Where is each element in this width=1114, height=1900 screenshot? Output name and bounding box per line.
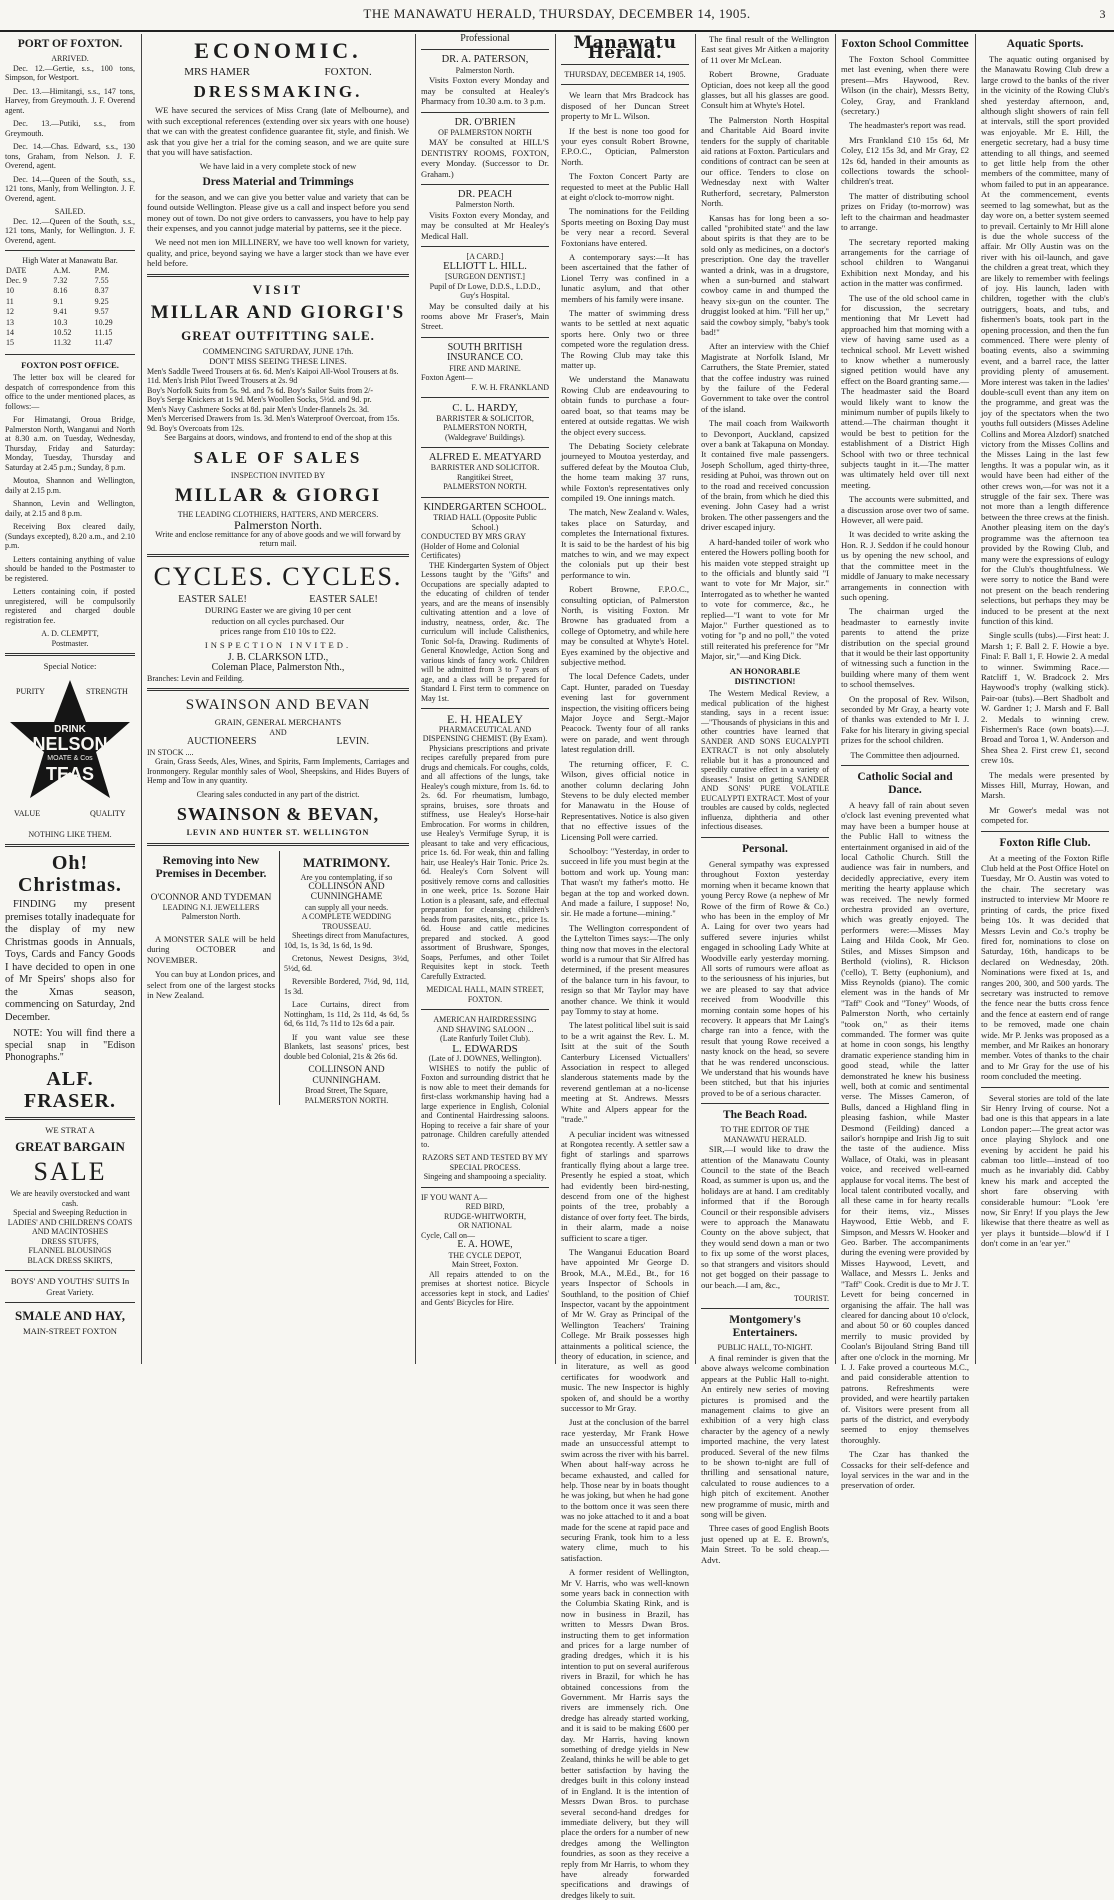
peach-name: DR. PEACH	[457, 189, 513, 201]
news-paragraph: The match, New Zealand v. Wales, takes place on Saturday, and completes the International fixtures. It is said to be the hardest of his big matches to win, and we may expect the colonials put up their best performance to win.	[561, 507, 689, 580]
beach-road-text: SIR,—I would like to draw the attention of the Manawatu County Council to the state of the Beach Road, as summer is upon us, and the holidays are at hand. I am creditably informed that if the Borough Council or their responsible advisers were to approach the Manawatu County on the above subject, that they would send down a man or two to fix up some of the worst places, so that strangers and visitors should not get bogged on their passage to our beach.—I am, &c.,	[701, 1144, 829, 1290]
tide-cell: 13	[6, 317, 14, 327]
tide-cell: 10.29	[94, 317, 113, 327]
oconnor-ad	[147, 851, 280, 1106]
sailed-entry: Dec. 12.—Queen of the South, s.s., 121 tons, Manly, for Wellington. J. F. Overend, agent.	[5, 216, 135, 245]
committee-paragraph: The matter of distributing school prizes on Friday (to-morrow) was left to the chairman and headmaster to arrange.	[841, 190, 969, 233]
or-national: OR NATIONAL	[458, 1221, 512, 1231]
healey-chemist: PHARMACEUTICAL AND DISPENSING CHEMIST. (By Exam).	[422, 724, 548, 744]
tide-row	[5, 338, 135, 348]
page-number: 3	[1099, 7, 1106, 21]
rifle-club-text: At a meeting of the Foxton Rifle Club held at the Post Office Hotel on Tuesday, Mr O. Austin was voted to the chair. The secretary was instructed to interview Mr Moore re printing of cards, the price fixed being 10s. It was decided that Messrs Levin and Co.'s trophy be fired for, nominations to close on Saturday, 16th, handicaps to be declared on Wednesday, 20th. Nominations were fixed at 1s, and ranges 200, 300, and 500 yards. The secretary was instructed to remove the fence near the butts cross fence and the fence at eastern end of range to be removed, made one chain wide. Mr P. Jenks was proposed as a member, and Mr Raikes an honorary member. Votes of thanks to the chair and to Mr Gray for the use of his room concluded the meeting.	[981, 852, 1109, 1082]
nothing-like-them: NOTHING LIKE THEM.	[28, 829, 112, 839]
news-paragraph: The final result of the Wellington East seat gives Mr Aitken a majority of 11 over Mr McLean.	[701, 34, 829, 65]
personal-text: General sympathy was expressed throughout Foxton yesterday morning when it became known that young Percy Rowe (a nephew of Mr Rowe of the firm of Rowe & Co.) who has been in the employ of Mr A. Laing for over two years had suffered severe injuries whilst engaged in schooling Lady White at Woodville early yesterday morning. All sorts of rumours were afloat as to the seriousness of his injuries, but we are pleased to say that advice received from Woodville this morning contain some hopes of his recovery. It appears that Mr Laing's charge ran into a fence, with the result that young Rowe received a nasty knock on the head, so severe that he was rendered unconscious. We understand that his wounds have been stitched, but that his injuries proved to be of a serious character.	[701, 858, 829, 1098]
column-editorial	[556, 33, 694, 1900]
tide-head: A.M.	[53, 265, 71, 275]
dressmaking-heading: DRESSMAKING.	[193, 82, 363, 102]
paper-masthead: Manawatu Herald.	[573, 33, 677, 64]
price-line: Men's Saddle Tweed Trousers at 6s. 6d. Men's Kaipoi All-Wool Trousers at 8s. 11d. Men's Irish Pilot Tweed Trousers at 2s. 9d	[147, 366, 399, 385]
howe-address: Main Street, Foxton.	[451, 1260, 519, 1270]
we-strata: WE STRAT A	[45, 1125, 95, 1136]
tide-cell: 9.41	[53, 307, 68, 317]
tide-cell: 11.32	[53, 338, 72, 348]
tide-cell: 7.55	[94, 275, 109, 285]
prices-range: prices range from £10 10s to £22.	[220, 626, 336, 637]
news-paragraph: Just at the conclusion of the barrel race yesterday, Mr Frank Howe made an unsuccessful attempt to swim across the river with his barrel. When about half-way across he became exhausted, and called for help. Those near by in boats thought he was joking, but when he had gone to the bottom once it was seen there was no joke attached to it and a boat made for the scene at rapid pace and securing Frank, took him to a less watery clime, much to his satisfaction.	[561, 1417, 689, 1563]
consulted-daily: May be consulted daily at his rooms above Mr Fraser's, Main Street.	[421, 300, 549, 332]
tide-cell: 12	[6, 307, 14, 317]
catholic-heading: Catholic Social and Dance.	[857, 771, 953, 796]
inspection-invited: INSPECTION INVITED.	[204, 639, 352, 650]
public-hall-tonight: PUBLIC HALL, TO-NIGHT.	[717, 1343, 813, 1353]
tide-cell: 10.3	[53, 317, 68, 327]
honorable-distinction: AN HONORABLE DISTINCTION!	[729, 665, 801, 686]
boys-suits: BOYS' AND YOUTHS' SUITS In Great Variety.	[10, 1276, 130, 1297]
news-paragraph: Robert Browne, F.P.O.C., consulting optician, of Palmerston North, is visiting Foxton. Mr Browne has graduated from a college of Optometry, and while here may be consulted at Whyte's Hotel. Eyes examined by the objective and subjective method.	[561, 584, 689, 668]
committee-paragraph: It was decided to write asking the Hon. R. J. Seddon if he could honour us by opening the new school, and that the committee meet in the middle of January to make necessary arrangements in connection with such opening.	[841, 529, 969, 602]
great-outfitting-sale: GREAT OUTFITTING SALE.	[181, 327, 375, 343]
tide-cell: 8.16	[53, 286, 68, 296]
post-office-notices	[5, 373, 135, 625]
news-paragraph: If the best is none too good for your eyes consult Robert Browne, F.P.O.C., Optician, Palmerston North.	[561, 125, 689, 167]
honorable-text: The Western Medical Review, a medical publication of the highest standing, says in a recent issue:—"Thousands of physicians in this and other countries have learned that SANDER AND SONS EUCALYPTI EXTRACT is not only absolutely reliable but it has a pronounced and speedily curative effect in a variety of diseases." Insist on getting SANDER AND SONS' PURE VOLATILE EUCALYPTI EXTRACT. Most of your troubles are caused by colds, neglected influenza, diphtheria and other infectious diseases.	[701, 689, 829, 832]
committee-paragraph: Mrs Frankland £10 15s 6d, Mr Coley, £12 15s 3d, and Mr Gray, £2 12s 6d, handed in their amounts as collections towards the school-children's treat.	[841, 134, 969, 187]
sale-item: DRESS STUFFS,	[41, 1236, 99, 1246]
czar-text: The Czar has thanked the Cossacks for their self-defence and loyal services in the war and in the preservation of order.	[841, 1449, 969, 1491]
tide-cell: 9.57	[94, 307, 109, 317]
collinson-cunninghame: COLLINSON AND CUNNINGHAME	[308, 882, 385, 903]
column-school	[836, 34, 974, 1491]
clarkson-name: J. B. CLARKSON LTD.,	[227, 651, 329, 663]
news-paragraph: The matter of swimming dress wants to be settled at next aquatic sports here. Only two or three competed wore the regulation dress. The Rowing Club may take this matter up.	[561, 308, 689, 371]
palmerston-north: Palmerston North.	[234, 517, 322, 532]
clearing-sales: Clearing sales conducted in any part of the district.	[196, 789, 360, 799]
millinery-text: We need not men ion MILLINERY, we have too well known for variety, quality, and price, beyond saying we have a larger stock than we have ever held before.	[147, 237, 409, 269]
news-paragraph: The Palmerston North Hospital and Charitable Aid Board invite tenders for the supply of charitable aid rations at Foxton. Particulars and conditions of contract can be seen at our office. Tenders to close on Wednesday next with Walter Rutherford, secretary, Palmerston North.	[701, 114, 829, 209]
tide-row	[5, 286, 135, 296]
millar-giorgi-bottom: MILLAR & GIORGI	[174, 485, 382, 506]
healey-name: E. H. HEALEY	[447, 712, 523, 727]
boots-advt: Three cases of good English Boots just opened up at E. E. Brown's, Main Street. To be sold cheap.—Advt.	[701, 1523, 829, 1565]
edwards-name: L. EDWARDS	[452, 1042, 518, 1055]
to-editor: TO THE EDITOR OF THE MANAWATU HERALD.	[720, 1125, 810, 1144]
paterson-address: Palmerston North.	[455, 65, 515, 75]
tide-row	[5, 297, 135, 307]
wedding-item: Lace Curtains, direct from Nottingham, 1s 11d, 2s 11d, 4s 6d, 5s 6d, 6s 11d, 7s 11d to 12s 6d a pair.	[284, 1000, 409, 1029]
price-line: Boy's Serge Knickers at 1s 9d. Men's Woollen Socks, 5½d. and 9d. pr.	[147, 395, 372, 404]
meatyard-name: ALFRED E. MEATYARD	[428, 452, 542, 464]
price-lines	[147, 367, 409, 434]
post-notice: For Himatangi, Oroua Bridge, Palmerston North, Wanganui and North at 8.30 a.m. on Tuesday, Wednesday, Thursday, Friday and Saturday: Monday, Tuesday, Thursday and Saturday at 2.45 p.m.; Sunday, 8 p.m.	[5, 415, 135, 472]
post-notice: Moutoa, Shannon and Wellington, daily at 2.15 p.m.	[5, 476, 135, 495]
sale-item: FLANNEL BLOUSINGS	[28, 1246, 112, 1256]
tide-cell: 9.1	[53, 296, 64, 306]
news-paragraph: A former resident of Wellington, Mr V. Harris, who was well-known some years back in connection with the Columbia Skating Rink, and is now in business in Brazil, has written to Messrs Dwan Bros. instructing them to get information and prices for a large number of grading dredges, which it is his intention to put on several auriferous rivers in Brazil, for which he has obtained concessions from the Government. Mr Harris says the rivers are immensely rich. One dredge has already started working, and it is said to be making £600 per day. Mr Harris, having known something of dredge yields in New Zealand, thinks he will be able to get better satisfaction by having the dredges built in this colony instead of in England. It is the intention of Messrs Dwan Bros. to purchase several second-hand dredges for immediate delivery, but they will place the orders for a number of new dredges among the Wellington foundries, as soon as they receive a reply from Mr Harris, to whom they have already forwarded specifications and drawings of dredges likely to suit.	[561, 1567, 689, 1900]
tide-cell: 7.32	[53, 275, 68, 285]
clarkson-branches: Branches: Levin and Feilding.	[147, 673, 244, 683]
tide-cell: 10.52	[53, 327, 72, 337]
arrival-entry: Dec. 13.—Putiki, s.s., from Greymouth.	[5, 119, 135, 138]
peach-text: Visits Foxton every Monday, and may be consulted at Mr Healey's Medical Hall.	[421, 209, 549, 241]
tide-cell: 11	[6, 296, 14, 306]
rifle-club-heading: Foxton Rifle Club.	[999, 836, 1091, 849]
pupil-of: Pupil of Dr Lowe, D.D.S., L.D.D., Guy's Hospital.	[429, 281, 541, 301]
news-paragraph: A peculiar incident was witnessed at Rongotea recently. A settler saw a fight of starlings and sparrows frantically flying about a large tree. Presently he espied a stoat, which had evidently been bird-nesting, descend from one of the highest points of the tree, probably a distance of over forty feet. The birds, in their alarm, made a noise sufficient to scare a tiger.	[561, 1128, 689, 1243]
column-shipping	[0, 34, 140, 1364]
column-professional	[416, 34, 554, 1364]
nelson-tea-star-logo	[6, 676, 134, 826]
obrien-address: OF PALMERSTON NORTH	[438, 127, 532, 137]
news-paragraph: The latest political libel suit is said to be a writ against the Rev. L. M. Isitt at the suit of the South Canterbury Licensed Victuallers' Association in respect to alleged slanderous statements made by the reverend gentleman at a no-license meeting at St. Andrews. Messrs White and Alpers appear for the "trade."	[561, 1020, 689, 1125]
post-notice: Receiving Box cleared daily, (Sundays excepted), 8.20 a.m., and 2.10 p.m.	[5, 522, 135, 551]
news-paragraph: The Wellington correspondent of the Lyttelton Times says:—The only thing now that moves in the electoral world is a rumour that Sir Alfred has determined, if the present measures of the balance turn in his favour, to resign so that Mr Taylor may have another chance. We think it would pay Tommy to stay at home.	[561, 922, 689, 1017]
rangitikei: Rangitikei Street,	[457, 472, 513, 482]
column-sports	[976, 34, 1114, 1364]
committee-paragraph: The headmaster's report was read.	[849, 120, 966, 131]
hardy-barrister: BARRISTER & SOLICITOR,	[436, 413, 534, 423]
easter-sale-right: EASTER SALE!	[309, 593, 378, 605]
news-paragraph: The returning officer, F. C. Wilson, gives official notice in another column declaring John Stevens to be duly elected member for Manawatu in the House of Representatives. Notice is also given that no effective issues of the Licensing Poll were carried.	[561, 758, 689, 842]
hamer-foxton: FOXTON.	[324, 66, 372, 78]
news-paragraph: Robert Browne, Graduate Optician, does not keep all the good glasses, but all his glasses are good. Consult him at Whyte's Hotel.	[701, 69, 829, 111]
committee-paragraph: On the proposal of Rev. Wilson, seconded by Mr Gray, a hearty vote of thanks was extended to Mr I. J. Fake for his literary in giving special prizes for the school children.	[841, 693, 969, 746]
hamer-line	[147, 67, 409, 77]
news-paragraph: A contemporary says:—It has been ascertained that the father of Lionel Terry was confined in a lunatic asylum, and that other members of his family were insane.	[561, 252, 689, 304]
committee-paragraph: The accounts were submitted, and a discussion arose over two of same. However, all were paid.	[841, 494, 969, 526]
tide-cell: 9.25	[94, 296, 109, 306]
tide-cell: 10	[6, 286, 14, 296]
tide-row	[5, 307, 135, 317]
sailed-list	[5, 217, 135, 246]
kindergarten-heading: KINDERGARTEN SCHOOL.	[423, 501, 547, 513]
news-paragraph: After an interview with the Chief Magistrate at Norfolk Island, Mr Carruthers, the State Premier, stated that the coffee industry was ruined by the failure of the Federal Government to take over the control of the island.	[701, 341, 829, 414]
news-paragraph: The nominations for the Feilding Sports meeting on Boxing Day must be very near a record. Several Foxtonians have entered.	[561, 206, 689, 248]
in-stock-label: IN STOCK ....	[147, 747, 194, 757]
shaving-saloon: AND SHAVING SALOON ...	[436, 1024, 534, 1034]
cycle-call: Cycle, Call on—	[421, 1230, 475, 1240]
personal-heading: Personal.	[742, 842, 788, 855]
news-paragraph: Schoolboy: "Yesterday, in order to succeed in life you must begin at the bottom and work up. Young man: That wasn't my father's motto. He began at the top and worked down. And made a failure, I suppose! No, sir. He made a fortune—mining."	[561, 845, 689, 919]
triad-hall: TRIAD HALL (Opposite Public School.)	[433, 513, 537, 532]
hardy-name: C. L. HARDY,	[452, 402, 518, 415]
levin: LEVIN.	[336, 736, 369, 748]
post-notice: Shannon, Levin and Wellington, daily, at 2.15 and 8 p.m.	[5, 499, 135, 518]
christmas-text: FINDING my present premises totally inadequate for the display of my new Christmas goods in Annuals, Toys, Cards and Fancy Goods I have decided to open in one of Mr Speirs' shops also for the Xmas season, commencing on Saturday, 2nd December.	[5, 899, 135, 1023]
wedding-item: Sheetings direct from Manufactures, 10d, 1s, 1s 3d, 1s 6d, 1s 9d.	[284, 931, 409, 950]
easter-sale-left: EASTER SALE!	[178, 593, 247, 605]
news-paragraph: The local Defence Cadets, under Capt. Hunter, paraded on Tuesday evening last for government inspection, the visiting officers being Major Joyce and Sergt.-Major Peacock. Twenty four of all ranks were on parade, and went through latest regulation drill.	[561, 671, 689, 755]
star-line3: MOATE & Cos	[47, 754, 93, 762]
shipping-heading: PORT OF FOXTON.	[17, 38, 123, 50]
foxton-school-heading: Foxton School Committee	[841, 38, 969, 50]
edwards-text: WISHES to notify the public of Foxton and surrounding district that he is now able to meet their demands for first-class workmanship having had a large experience in English, Colonial and Continental Hairdressing saloons. Hoping to receive a fair share of your patronage. Children carefully attended to.	[421, 1063, 549, 1149]
christmas-heading: Oh! Christmas.	[18, 852, 122, 897]
red-bird: RED BIRD,	[465, 1202, 505, 1212]
south-british: SOUTH BRITISH INSURANCE CO.	[446, 341, 524, 364]
gower-medal: Mr Gower's medal was not competed for.	[981, 804, 1109, 826]
oconnor-tydeman: O'CONNOR AND TYDEMAN	[150, 892, 272, 903]
special-notice: Special Notice:	[43, 661, 97, 672]
column-advertisements	[142, 34, 414, 1364]
arrivals-list	[5, 64, 135, 204]
elliott-hill: ELLIOTT L. HILL.	[443, 260, 527, 272]
conducted-by: CONDUCTED BY MRS GRAY (Holder of Home and Colonial Certificates)	[421, 532, 526, 561]
tide-cell: 15	[6, 338, 14, 348]
local-news	[561, 90, 689, 1900]
howe-name: E. A. HOWE,	[457, 1239, 513, 1251]
dressmaking-text: WE have secured the services of Miss Crang (late of Melbourne), and with such exceptional references (extending over six years with one house) that we can with the greatest confidence guarantee fit, style, and finish. We ask that you give her a trial for the coming season, and we are quite sure that you will have satisfaction.	[147, 105, 409, 158]
star-top-left: PURITY	[16, 686, 45, 696]
committee-paragraph: The Foxton School Committee met last evening, when there were present—Mrs Haywood, Rev. Wilson (in the chair), Messrs Betty, Coley, Gray, and Frankland (secretary.)	[841, 54, 969, 117]
arrival-entry: Dec. 12.—Gertie, s.s., 100 tons, Simpson, for Westport.	[5, 63, 135, 82]
sale-of-sales: SALE OF SALES	[193, 447, 363, 467]
committee-paragraph: The use of the old school came in for discussion, the secretary mentioning that Mr Levett had approached him that morning with a view of having same used as a technical school. Mr Levett wished to know whether a numerously signed petition would have any effect on the Board granting same.—The headmaster said the Board would likely want to know the minimum number of pupils likely to attend.—The chairman thought it would be best to petition for the establishment of a District High School with two or three technical subjects taught in it.—The matter was ultimately held over till next meeting.	[841, 292, 969, 490]
fire-marine: FIRE AND MARINE.	[449, 363, 521, 373]
arrival-entry: Dec. 14.—Chas. Edward, s.s., 130 tons, Graham, from Nelson. J. F. Overend, agent.	[5, 142, 135, 170]
matrimony-ad	[280, 851, 409, 1106]
catholic-text: A heavy fall of rain about seven o'clock last evening prevented what may have been a bumper house at the Public Hall to witness the entertainment organised in aid of the local Catholic Church. Still the audience was fair in numbers, and decidedly appreciative, every item meriting the hearty applause which was received. The newly formed orchestra provided an overture, which was greatly enjoyed. The performers were:—Misses May Laing and Hilda Cook, Mr Geo. Stiles, and Misses Simpson and Berthold (violins), R. Hickson ('cello), T. Betty (euphonium), and Miss Reynolds (piano). The comic element was in the hands of Mr "Taff" Cook and "Toney" Woods, of Palmerston North, who certainly "took on," as their items commanded. The former was quite at home in coon songs, his lengthy dramatic experience standing him in good stead, while the latter demonstrated he knew his business well, both at comic and sentimental verse. The Misses Cameron, of Bulls, danced a Highland fling in pleasing fashion, while Master Desmond (Feilding) danced a sailor's hornpipe and Irish Jig to suit the taste of the audience. Miss Wallace, of Otaki, was in pleasant voice, and received well-earned applause for vocal items. The best of local talent contributed vocally, and all these came in for hearty recalls for their items, viz., Misses Haywood, Ettie Webb, and F. Simpson, and Messrs W. Hooker and Geo. Barber. The accompaniments during the evening were provided by Misses Haywood, Levett, and Wallace, and Messrs L. Jenks and "Taff" Cook. Credit is due to Mr J. T. Levett for being concerned in organising the affair. The hall was cleared for dancing about 10 o'clock, and about 50 or 60 couples danced merrily to music provided by Coolan's Bijouland String Band till after one o'clock in the morning. Mr I. J. Fake proved a courteous M.C., and paid considerable attention to patrons. Refreshments were provided, and were heartily partaken of. Visitors were present from all parts of the district, and everybody seemed to enjoy themselves thoroughly.	[841, 800, 969, 1445]
millar-giorgi-heading: MILLAR AND GIORGI'S	[150, 301, 406, 323]
healey-text: Physicians prescriptions and private recipes carefully prepared from pure drugs and chemicals. For coughs, colds, and all affections of the lungs, take Healey's cough mixture, from 1s. 6d. to 2s. 6d. For rheumatism, lumbago, sprains, bruises, sore throats and stiffness, use Healey's Horse-hair Embrocation. For worms in children, use Healey's Vermifuge Syrup, it is pleasant to take and very efficacious, price 1s. 6d. For weak, thin and falling hair, use Healey's Hair Tonic. Price 2s. 6d. Healey's Corn Solvent will positively remove corns and callosities in one week, price 1s. Sozone Hair Lotion is a pleasant, safe, and effectual preparation for cleansing children's heads from parasites, nits, etc., price 1s. 6d. House and cattle medicines prepared and stocked. A good assortment of Brushware, Sponges, Soaps, Perfumes, and other Toilet Requisites kept in stock. Teeth Carefully Extracted.	[421, 743, 549, 981]
contemplating: Are you contemplating, if so	[300, 872, 393, 882]
tide-cell: 8.37	[94, 286, 109, 296]
tide-cell: 14	[6, 327, 14, 337]
news-paragraph: We learn that Mrs Bradcock has disposed of her Duncan Street property to Mr L. Wilson.	[561, 90, 689, 122]
late-downes: (Late of J. DOWNES, Wellington).	[428, 1054, 542, 1064]
beach-road-heading: The Beach Road.	[722, 1109, 808, 1122]
tourist-signature: TOURIST.	[793, 1293, 829, 1303]
arrival-entry: Dec. 14.—Queen of the South, s.s., 121 tons, Manly, from Wellington. J. F. Overend, agent.	[5, 174, 135, 203]
price-line: Boy's Norfolk Suits from 5s. 9d. and 7s 6d. Boy's Sailor Suits from 2/-	[147, 385, 373, 395]
aquatic-results: Single sculls (tubs).—First heat: J. Marsh 1; F. Ball 2. F. Howie a bye. Final: F. Ball 1, F. Howie 2. A medal to winner. Swimming Race.—Ratcliff 1, W. Bradcock 2. Mrs Haywood's trophy (walking stick). Pair-oar (tubs).—Bert Shadbolt and W. Gardner 1; J. Marsh and F. Ball 2. Medals to winning crew. Fishermen's Race (own boats).—J. Broad and Toroa 1, W. Anderson and Shea Shea 2. First crew £1, second crew 10s.	[981, 630, 1109, 766]
fraser-name: ALF. FRASER.	[23, 1068, 116, 1113]
write-enclose: Write and enclose remittance for any of above goods and we will forward by return mail.	[155, 529, 401, 549]
arrival-entry: Dec. 13.—Himitangi, s.s., 147 tons, Harvey, from Greymouth. J. F. Overend agent.	[5, 86, 135, 115]
card-label: [A CARD.]	[466, 252, 504, 262]
tide-table	[5, 266, 135, 349]
star-bottom-right: QUALITY	[90, 808, 126, 818]
tide-row	[5, 328, 135, 338]
school-committee-report	[841, 54, 969, 746]
cycle-depot: THE CYCLE DEPOT,	[448, 1250, 522, 1260]
main-street-foxton: MAIN-STREET FOXTON	[23, 1326, 117, 1337]
razors-set: RAZORS SET AND TESTED BY MY SPECIAL PROCESS.	[422, 1153, 548, 1172]
masthead-title: THE MANAWATU HERALD, THURSDAY, DECEMBER 14, 1905.	[363, 6, 751, 21]
irving-story: Several stories are told of the late Sir Henry Irving of course. Not a bad one is this that appears in a late London paper:—The great actor was once playing Shylock and one evening by accident he paid his cabman too little—instead of too much as he invariably did. Cabby knew his mark and accepted the short fare observing with considerable humour: "Look 'ere now, Sir Enry! If you plays the Jew likewise that there theatre as well as yer plays it buntside—blow'd if I don't come in an 'ear yer."	[981, 1092, 1109, 1249]
note-text: NOTE: You will find there a special snap in "Edison Phonographs."	[5, 1028, 135, 1064]
news-paragraph: The Foxton Concert Party are requested to meet at the Public Hall at eight o'clock to-morrow night.	[561, 171, 689, 202]
want-a: IF YOU WANT A—	[421, 1192, 488, 1202]
howe-repairs: All repairs attended to on the premises at shortest notice. Bicycle accessories kept in stock, and Ladies' and Gents' Bicycles for Hire.	[421, 1269, 549, 1308]
obrien-name: DR. O'BRIEN	[454, 116, 516, 128]
auctioneers-line	[147, 737, 409, 747]
broad-street: Broad Street, The Square, PALMERSTON NORTH.	[304, 1086, 389, 1105]
monster-sale: A MONSTER SALE will be held during OCTOBER and NOVEMBER.	[147, 933, 275, 965]
column-news	[696, 34, 834, 1565]
swainson-bevan-heading: SWAINSON AND BEVAN	[185, 697, 371, 714]
post-notice: The letter box will be cleared for despatch of correspondence from this office to the under mentioned places, as follows:—	[5, 373, 135, 411]
committee-paragraph: The secretary reported making arrangements for the carriage of school children to Wanganui Exhibition next Monday, and his action in the matter was confirmed.	[841, 236, 969, 289]
during-easter: DURING Easter we are giving 10 per cent	[204, 605, 352, 616]
surgeon-dentist: [SURGEON DENTIST.]	[445, 272, 525, 282]
auctioneers: AUCTIONEERS	[187, 736, 257, 748]
sale-item: Special and Sweeping Reduction in LADIES' AND CHILDREN'S COATS AND MACINTOSHES	[7, 1208, 133, 1237]
postmaster-name: A. D. CLEMPTT,	[41, 629, 99, 639]
news-paragraph: We understand the Manawatu Rowing Club are endeavouring to obtain funds to purchase a four-oared boat, so that teams may be entered at outside regattas. We wish the object every success.	[561, 374, 689, 437]
waldegrave: (Waldegrave' Buildings).	[445, 432, 525, 442]
paterson-name: DR. A. PATERSON,	[441, 54, 529, 66]
star-top-right: STRENGTH	[86, 686, 128, 696]
post-notice: Letters containing coin, if posted unregistered, will be compulsorily registered and charged double registration fee.	[5, 587, 135, 625]
swainson-bevan-big: SWAINSON & BEVAN,	[176, 804, 380, 825]
meatyard-barrister: BARRISTER AND SOLICITOR.	[430, 463, 540, 473]
buy-london: You can buy at London prices, and select from one of the largest stocks in New Zealand.	[147, 969, 275, 1000]
rudge-whitworth: RUDGE-WHITWORTH,	[444, 1211, 526, 1221]
easter-sale-line	[147, 595, 409, 605]
news-paragraph: Kansas has for long been a so-called "prohibited state" and the law about spirits is that they are to be sold only as medicines, on a doctor's prescription. One day the traveller wanted a drink, was in a drugstore, when a sun-burned and stalwart cowboy came in and thumped the heavy six-gun on the counter. The druggist looked at him. "Fill her up," said the cowboy simply, "baby's took bad!"	[701, 212, 829, 337]
tide-row	[5, 276, 135, 286]
supply-needs: can supply all your needs.	[304, 902, 389, 912]
montgomery-text: A final reminder is given that the above always welcome combination appears at the Public Hall to-night. An entirely new series of moving pictures is promised and the management claims to give an exhibition of a very high class character by the agency of a newly imported machine, the very latest produced. Several of the new films to be shown to-night are full of thrilling and sensational nature, calculated to rouse audiences to a high pitch of excitement. Another new programme of music, mirth and song will be given.	[701, 1352, 829, 1519]
star-line1: DRINK	[54, 723, 86, 735]
news-paragraph: A hard-handed toiler of work who entered the Howers polling booth for his maiden vote stepped straight up to the officials and bluntly said "I want to vote for Mr Major, sir." Interrogated as to whether he wanted to vote for commerce, &c., he replied—"I want to vote for Mr Major." Further questioned as to voting for "p and no poll," the voted still reiterated his preference for "Mr Major, sir,"—and King Dick.	[701, 536, 829, 662]
news-paragraph: The mail coach from Waikworth to Devonport, Auckland, capsized over a bank at Takapuna on Monday. It contained five male passengers. Joseph Schollum, aged thirty-three, residing at Puhoi, was thrown out on to the road and received concussion of the brain, from which he died this evening. John Casey had a wrist broken. The other passengers and the driver escaped injury.	[701, 418, 829, 533]
visit-heading: VISIT	[252, 281, 304, 297]
matrimony-heading: MATRIMONY.	[302, 854, 391, 870]
late-ranfurly: (Late Ranfurly Toilet Club).	[440, 1034, 530, 1044]
news-items	[701, 34, 829, 662]
postmaster-title: Postmaster.	[51, 638, 89, 648]
price-line: Men's Navy Cashmere Socks at 8d. pair Men's Under-flannels 2s. 3d.	[147, 404, 370, 414]
new-stock: We have laid in a very complete stock of new	[199, 161, 357, 172]
smale-hay: SMALE AND HAY,	[15, 1308, 125, 1324]
post-notice: Letters containing anything of value should be handed to the Postmaster to be registered.	[5, 554, 135, 583]
price-line: Men's Mercerised Drawers from 1s. 3d. Men's Waterproof Overcoat, from 15s. 9d. Boy's Overcoats from 12s.	[147, 414, 400, 433]
post-office-heading: FOXTON POST OFFICE.	[21, 359, 119, 370]
clarkson-address: Coleman Place, Palmerston Nth.,	[211, 662, 345, 674]
peach-address: Palmerston North.	[455, 200, 515, 210]
meatyard-palmerston: PALMERSTON NORTH.	[443, 482, 527, 492]
sale-heading: SALE	[33, 1157, 107, 1187]
dress-material-heading: Dress Material and Trimmings	[202, 175, 354, 188]
aquatic-text: The aquatic outing organised by the Manawatu Rowing Club drew a large crowd to the banks of the river in the vicinity of the Rowing Club's shed yesterday afternoon, and, although slight showers of rain fell at intervals, still the sport provided was enjoyable. Mr E. Hill, the energetic secretary, had a busy time attending to all things, and seemed to get little help from the other members of the committee, many of whom failed to put in an appearance. At the commencement, events seemed to lag somewhat, but as the day wore on, a better system seemed to prevail. Certainly to Mr Hill alone is due the whole success of the affair. Mr Olly Austin was on the river with his oil-launch, and gave the children a great treat, which they are likely to remember with feelings of joy. His launch, laden with children, together with the club's outriggers, boats, and tubs, and fishermen's boats, took part in the opening procession, and then the fun commenced. There were plenty of boating events, also a swimming event, and a barrel race, the latter providing plenty of amusement. More interest was taken in the ladies' double-scull event than any item on the programme, and great was the joy of the spectators when the two youths full outsiders (Misses Adeline Collins and Morea Alzdorf) snatched victory from the Misses Collins and the Misses Laing in the last few lengths. It was a popular win, as it would have been had either of the other crews won,—for was not it a struggle of the fair sex. There was not more than a length difference between the three crews at the finish. Another pleasing item on the day's programme was the afternoon tea provided by the Rowing Club, and many were the expressions of eulogy for the Club's thoughtfulness. We were sorry to notice the Band were not present on the beach rendering selections, but perhaps they may be induced to be present at the next function of this kind.	[981, 54, 1109, 626]
great-bargain: GREAT BARGAIN	[15, 1139, 125, 1155]
bottom-ads	[147, 851, 409, 1106]
and-word: AND	[269, 727, 287, 737]
professional-heading: Professional	[460, 33, 510, 44]
tide-cell: 11.47	[94, 338, 113, 348]
collinson-bottom: COLLINSON AND CUNNINGHAM.	[308, 1065, 385, 1086]
star-line4: TEAS	[45, 763, 95, 784]
committee-adjourned: The Committee then adjourned.	[850, 749, 960, 760]
american-hairdressing: AMERICAN HAIRDRESSING	[433, 1015, 537, 1025]
tide-head: P.M.	[94, 265, 110, 275]
sale-item: BLACK DRESS SKIRTS,	[27, 1255, 113, 1265]
cycles-heading: CYCLES. CYCLES.	[153, 561, 403, 591]
aquatic-heading: Aquatic Sports.	[1006, 38, 1084, 50]
wedding-item: Reversible Bordered, 7½d, 9d, 11d, 1s 3d.	[284, 977, 409, 996]
paper-date: THURSDAY, DECEMBER 14, 1905.	[564, 69, 686, 79]
star-bottom-left: VALUE	[14, 808, 41, 818]
tide-cell: Dec. 9	[6, 275, 27, 285]
paterson-text: Visits Foxton every Monday and may be consulted at Healey's Pharmacy from 10.30 a.m. to 3 p.m.	[421, 75, 549, 107]
obrien-text: MAY be consulted at HILL'S DENTISTRY ROOMS, FOXTON, every Monday. (Successor to Dr. Graham.)	[421, 137, 549, 179]
leading-clothiers: THE LEADING CLOTHIERS, HATTERS, AND MERCERS.	[177, 510, 379, 519]
jewellers-location: Palmerston North.	[181, 912, 241, 922]
hardy-palmerston: PALMERSTON NORTH,	[443, 423, 527, 433]
dont-miss: DON'T MISS SEEING THESE LINES.	[209, 356, 347, 367]
arrived-label: ARRIVED.	[51, 54, 89, 63]
mrs-hamer: MRS HAMER	[184, 66, 250, 78]
tide-head: DATE	[6, 265, 27, 275]
masthead	[0, 0, 1114, 32]
medals-presented: The medals were presented by Misses Hill, Murray, Howan, and Marsh.	[981, 769, 1109, 801]
wedding-item: Cretonus, Newest Designs, 3½d, 5½d, 6d.	[284, 954, 409, 973]
tide-row	[5, 318, 135, 328]
news-paragraph: The Debating Society celebrate journeyed to Moutoa yesterday, and suffered defeat by the Moutoa Club, the home team making 37 runs, while Foxton's representatives only compiled 19. One innings match.	[561, 440, 689, 503]
singeing: Singeing and shampooing a speciality.	[423, 1172, 547, 1182]
kindergarten-text: THE Kindergarten System of Object Lessons taught by the "Gifts" and Occupations are specially adapted to the educating of children of tender years, and are the means of insensibly cultivating attention and a love of industry, neatness, order, &c. The curriculum will include Calisthenics, Tonic Sol-fa, Drawing. Rudiments of General Knowledge, Action Song and various kinds of fancy work. Children will be admitted from 3 to 7 years of age, and a class will be prepared for Standard I. First term to commence on May 1st.	[421, 560, 549, 703]
star-line2: NELSON	[32, 733, 108, 754]
news-paragraph: The Wanganui Education Board have appointed Mr George D. Brook, M.A., M.Ed., Bt., for 16 years Inspector of Schools in Southland, to the position of Chief Inspector, vacant by the appointment of Mr W. Gray as Principal of the Wellington Teachers' Training College. Mr Braik possesses high attainments a political science, the theory of education, in science, and in literature, as well as good certificates for woodwork and music. The new Inspector is highly spoken of, and should be a worthy successor to Mr Gray.	[561, 1246, 689, 1414]
sailed-label: SAILED.	[54, 207, 86, 216]
foxton-agent: Foxton Agent—	[421, 373, 473, 383]
medical-hall: MEDICAL HALL, MAIN STREET, FOXTON.	[426, 985, 544, 1004]
montgomery-heading: Montgomery's Entertainers.	[729, 1314, 801, 1340]
sale-items	[5, 1208, 135, 1265]
overstocked-text: We are heavily overstocked and want cash.	[10, 1189, 130, 1208]
commencing-date: COMMENCING SATURDAY, JUNE 17th.	[202, 345, 354, 356]
inspection-invited-by: INSPECTION INVITED BY	[230, 470, 326, 480]
stock-text: Grain, Grass Seeds, Ales, Wines, and Spirits, Farm Implements, Carriages and Ironmongery. Regular monthly sales of Wool, Sheepskins, and Hides Buyers of Hemp and Tow in any quantity.	[147, 757, 409, 786]
economic-heading: ECONOMIC.	[194, 38, 362, 63]
dress-material-text: for the season, and we can give you better value and variety that can be found outside Wellington. Please give us a call and inspect before you send money out of town. Do not give orders to canvassers, you have to help pay their expenses, and you cannot judge material by patterns, see it the piece.	[147, 191, 409, 234]
tide-cell: 11.15	[94, 327, 113, 337]
frankland-agent: F. W. H. FRANKLAND	[471, 382, 549, 392]
leading-jewellers: LEADING N.I. JEWELLERS	[162, 902, 260, 912]
wedding-items	[284, 931, 409, 1061]
wedding-item: If you want value see these Blankets, last seasons' prices, best double bed Colonial, 21s & 26s 6d.	[284, 1032, 409, 1061]
see-bargains: See Bargains at doors, windows, and frontend to end of the shop at this	[164, 433, 392, 442]
reduction-text: reduction on all cycles purchased. Our	[211, 615, 345, 626]
grain-merchants: GRAIN, GENERAL MERCHANTS	[214, 717, 342, 728]
levin-hunter: LEVIN AND HUNTER ST. WELLINGTON	[186, 828, 370, 838]
tide-heading: High Water at Manawatu Bar.	[22, 256, 118, 265]
removing-heading: Removing into New Premises in December.	[155, 854, 267, 880]
committee-paragraph: The chairman urged the headmaster to earnestly invite parents to attend the prize distribution on the special ground that it would be their last opportunity of witnessing such a function in the building where many of them went to school themselves.	[841, 606, 969, 690]
complete-trousseau: A COMPLETE WEDDING TROUSSEAU.	[301, 912, 392, 931]
